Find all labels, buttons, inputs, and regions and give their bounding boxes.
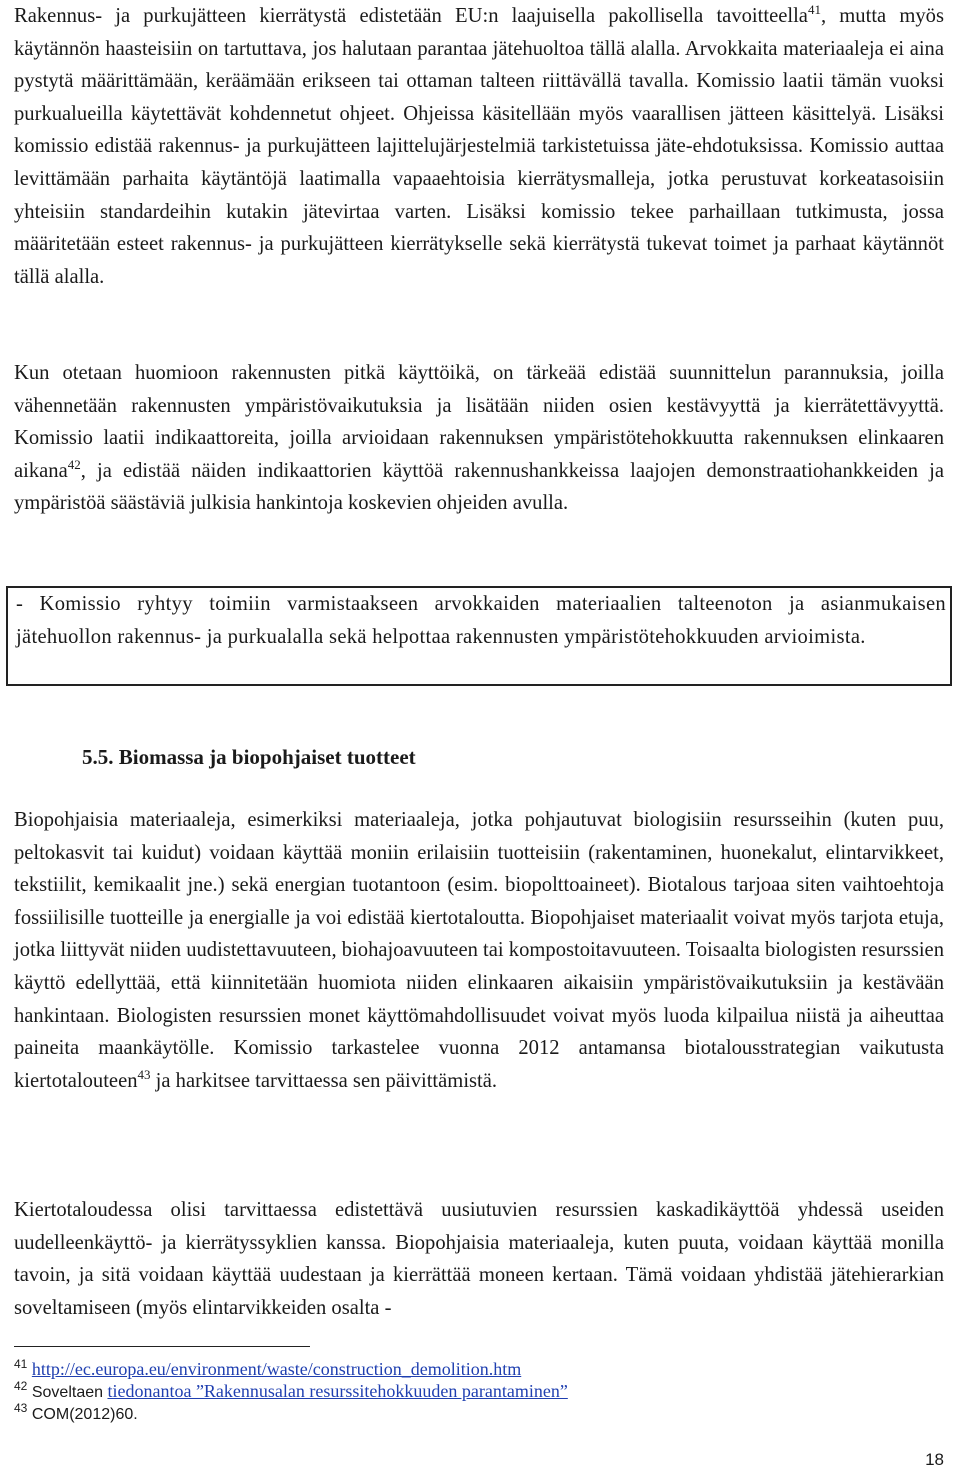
footnote-number: 43: [14, 1401, 28, 1415]
footnote-ref-42[interactable]: 42: [67, 456, 81, 472]
footnote-prefix: Soveltaen: [31, 1384, 108, 1401]
paragraph-construction-waste: [14, 0, 944, 293]
footnote-number: 41: [14, 1357, 28, 1371]
footnotes: [14, 1358, 914, 1424]
paragraph-text: ja harkitsee tarvittaessa sen päivittämistä.: [150, 1069, 498, 1092]
paragraph-cascading-use: Kiertotaloudessa olisi tarvittaessa edistettävä uusiutuvien resurssien kaskadikäyttöä yhdessä useiden uudelleenkäyttö- ja kierrätyssyklien kanssa. Biopohjaisia materiaaleja, kuten puuta, voidaan käyttää monilla tavoin, ja sitä voidaan käyttää uudestaan ja kierrättää moneen kertaan. Tämä voidaan yhdistää jätehierarkian soveltamiseen (myös elintarvikkeiden osalta -: [14, 1199, 944, 1319]
footnote-41: [14, 1358, 914, 1380]
action-box: [6, 586, 952, 686]
footnote-text: COM(2012)60.: [31, 1406, 138, 1423]
section-heading: 5.5. Biomassa ja biopohjaiset tuotteet: [82, 745, 416, 769]
paragraph-text: , ja edistää näiden indikaattorien käyttöä rakennushankkeissa laajojen demonstraatiohankkeiden ja ympäristöä säästäviä julkisia hankintoja koskevien ohjeiden avulla.: [14, 459, 944, 515]
footnote-link[interactable]: tiedonantoa ”Rakennusalan resurssitehokkuuden parantaminen”: [107, 1381, 568, 1401]
footnote-ref-43[interactable]: 43: [137, 1066, 151, 1082]
paragraph-text: Biopohjaisia materiaaleja, esimerkiksi materiaaleja, jotka pohjautuvat biologisiin resursseihin (kuten puu, peltokasvit tai kuidut) voidaan käyttää moniin erilaisiin tuotteisiin (rakentaminen, huonekalut, elintarvikkeet, tekstiilit, kemikaalit jne.) sekä energian tuotantoon (esim. biopolttoaineet). Biotalous tarjoaa siten vaihtoehtoja fossiilisille tuotteille ja energialle ja voi edistää kiertotaloutta. Biopohjaiset materiaalit voivat myös tarjota etuja, jotka liittyvät niiden uudistettavuuteen, biohajoavuuteen tai kompostoitavuuteen. Toisaalta biologisten resurssien käyttö edellyttää, että kiinnitetään huomiota niiden elinkaaren aikaisiin ympäristövaikutuksiin ja kestävään hankintaan. Biologisten resurssien monet käyttömahdollisuudet voivat myös luoda kilpailua niistä ja aiheuttaa paineita maankäytölle. Komissio tarkastelee vuonna 2012 antamansa biotalousstrategian vaikutusta kiertotalouteen: [14, 809, 944, 1092]
footnote-42: [14, 1380, 914, 1402]
footnote-ref-41[interactable]: 41: [807, 2, 821, 18]
footnote-divider: [14, 1346, 310, 1347]
paragraph-text: Kun otetaan huomioon rakennusten pitkä käyttöikä, on tärkeää edistää suunnittelun parannuksia, joilla vähennetään rakennusten ympäristövaikutuksia ja lisätään niiden osien kestävyyttä ja kierrätettävyyttä. Komissio laatii indikaattoreita, joilla arvioidaan rakennuksen ympäristötehokkuutta rakennuksen elinkaaren aikana: [14, 362, 944, 482]
footnote-link[interactable]: http://ec.europa.eu/environment/waste/construction_demolition.htm: [31, 1359, 522, 1379]
action-box-text: - Komissio ryhtyy toimiin varmistaakseen arvokkaiden materiaalien talteenoton ja asianmukaisen jätehuollon rakennus- ja purkualalla sekä helpottaa rakennusten ympäristötehokkuuden arvioimista.: [16, 593, 946, 648]
footnote-43: [14, 1402, 914, 1424]
page-number: 18: [925, 1450, 944, 1469]
paragraph-biobased-materials: [14, 804, 944, 1097]
paragraph-text: , mutta myös käytännön haasteisiin on tartuttava, jos halutaan parantaa jätehuoltoa tällä alalla. Arvokkaita materiaaleja ei aina pystytä määrittämään, keräämään erikseen tai ottaman talteen riittävällä tavalla. Komissio laatii tämän vuoksi purkualueilla käytettävät kohdennetut ohjeet. Ohjeissa käsitellään myös vaarallisen jätteen käsittelyä. Lisäksi komissio edistää rakennus- ja purkujätteen lajittelujärjestelmiä tarkistetuissa jäte-ehdotuksissa. Komissio auttaa levittämään parhaita käytäntöjä laatimalla vapaaehtoisia kierrätysmalleja, jotka perustuvat korkeatasoisiin yhteisiin standardeihin kutakin jätevirtaa varten. Lisäksi komissio tekee parhaillaan tutkimusta, jossa määritetään esteet rakennus- ja purkujätteen kierrätykselle sekä kierrätystä tukevat toimet ja parhaat käytännöt tällä alalla.: [14, 5, 944, 288]
paragraph-building-design: [14, 357, 944, 520]
footnote-number: 42: [14, 1379, 28, 1393]
paragraph-text: Rakennus- ja purkujätteen kierrätystä edistetään EU:n laajuisella pakollisella tavoitteella: [14, 5, 808, 27]
